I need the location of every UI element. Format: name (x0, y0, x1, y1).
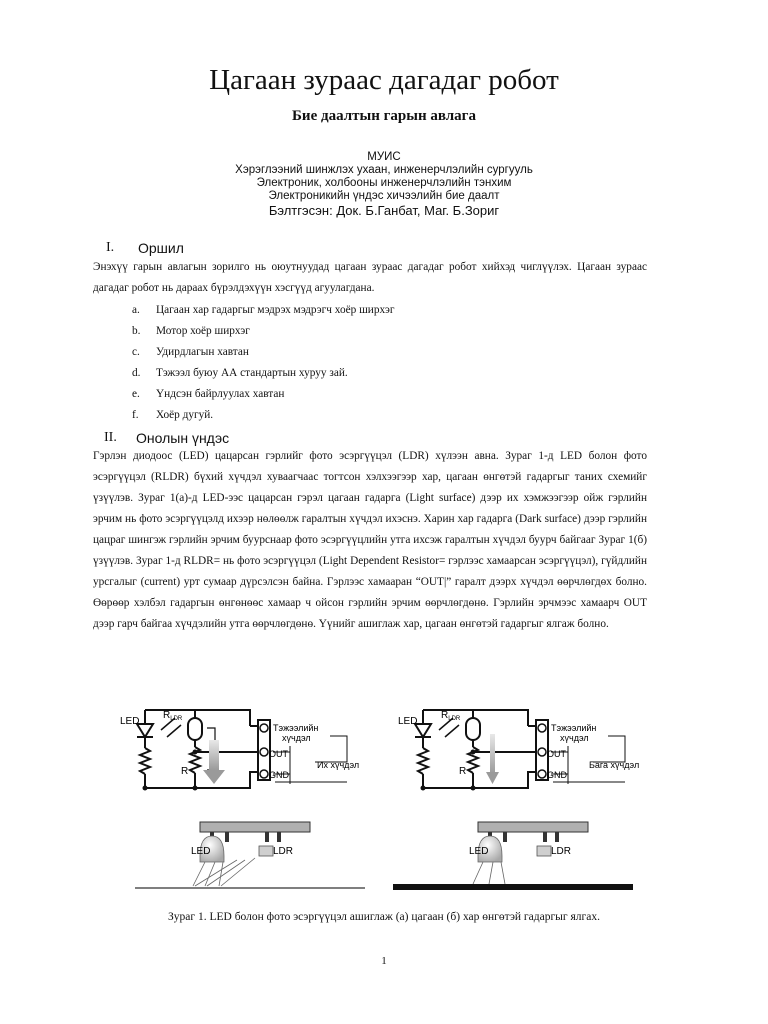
rldr-label (441, 710, 461, 722)
terminal-icon (538, 770, 546, 778)
current-arrow-icon (209, 740, 219, 770)
ldr-bottom-label: LDR (551, 846, 572, 857)
list-item-text: Хоёр дугуй. (156, 409, 214, 421)
list-marker: c. (132, 346, 140, 358)
terminal-icon (260, 748, 268, 756)
led-bottom-label: LED (469, 846, 489, 857)
panel-b-dark-surface (393, 710, 639, 890)
supply-label-line2: хүчдэл (560, 733, 589, 743)
rldr-symbol-text: R (163, 710, 171, 721)
current-arrow-head-icon (486, 772, 499, 784)
list-marker: e. (132, 388, 140, 400)
ldr-symbol (188, 718, 202, 740)
document-title: Цагаан зураас дагадаг робот (209, 64, 559, 96)
led-label: LED (398, 716, 418, 727)
list-marker: b. (132, 325, 141, 337)
section-number: II. (104, 430, 117, 445)
circuit-a (137, 710, 270, 788)
terminal-icon (260, 724, 268, 732)
out-label: OUT (269, 749, 288, 759)
resistor-label: R (459, 766, 467, 777)
ldr-symbol (466, 718, 480, 740)
introduction-paragraph: Энэхүү гарын авлагын зорилго нь оюутнуудад цагаан зураас дагадаг робот хийхэд чиглүүлэх. Цагаан зураас дагадаг робот нь дараах бүрэлдэхүүн хэсгүүд агуулагдана. (93, 261, 647, 294)
voltage-label-low: Бага хүчдэл (589, 760, 640, 770)
resistor-label: R (181, 766, 189, 777)
ldr-bottom-label: LDR (273, 846, 294, 857)
list-marker: a. (132, 304, 140, 316)
list-item-text: Цагаан хар гадаргыг мэдрэх мэдрэгч хоёр ширхэг (156, 304, 395, 316)
led-bottom-label: LED (191, 846, 211, 857)
supply-label-line1: Тэжээлийн (551, 723, 597, 733)
terminal-icon (260, 770, 268, 778)
gnd-label: GND (269, 770, 289, 780)
circuit-b (415, 710, 548, 788)
current-arrow-icon (490, 734, 495, 774)
voltage-label-high: Их хүчдэл (317, 760, 360, 770)
list-item-text: Үндсэн байрлуулах хавтан (156, 388, 285, 400)
list-item-text: Мотор хоёр ширхэг (156, 325, 250, 337)
figure-caption: Зураг 1. LED болон фото эсэргүүцэл ашиглаж (а) цагаан (б) хар өнгөтэй гадаргыг ялгах. (168, 911, 600, 923)
affiliation-course: Электроникийн үндэс хичээлийн бие даалт (268, 190, 500, 202)
section-title: Оршил (138, 240, 184, 256)
affiliation-department: Электроник, холбооны инженерчлэлийн тэнхим (256, 177, 512, 189)
rldr-subscript: LDR (448, 716, 461, 722)
ldr-sensor-icon (259, 846, 273, 856)
affiliation-school: Хэрэглээний шинжлэх ухаан, инженерчлэлийн сургууль (235, 164, 533, 176)
list-marker: d. (132, 367, 141, 379)
supply-label-line2: хүчдэл (282, 733, 311, 743)
supply-label-line1: Тэжээлийн (273, 723, 319, 733)
figure-led-ldr-circuit (115, 700, 655, 900)
gnd-label: GND (547, 770, 567, 780)
theory-paragraph: Гэрлэн диодоос (LED) цацарсан гэрлийг фото эсэргүүцэл (LDR) хүлээн авна. Зураг 1-д LED болон фото эсэргүүцэл (RLDR) бүхий хүчдэл хуваагчаас тогтсон хэлхээгээр хар, цагаан өнгөтэй гадаргыг таних схемийг үзүүлэв. Зураг 1(а)-д LED-ээс цацарсан гэрэл цагаан гадарга (Light surface) дээр их хэмжээгээр ойж гэрлийн эрчим нь фото эсэргүүцэлд ихээр нөлөөлж гаралтын хүчдэл ихэснэ. Харин хар гадарга (Dark surface) дээр гэрлийн цацраг шингэж гэрлийн эрчим буурснаар фото эсэргүүцлийн утга ихсэж гаралтын хүчдэл буурч байгааг Зураг 1(б) үзүүлэв. Зураг 1-д RLDR= нь фото эсэргүүцэл (Light Dependent Resistor= гэрлээс хамаарсан эсэргүүцэл), гүйдлийн урсгалыг (current) урт сумаар дүрсэлсэн байна. Гэрлээс хамааран “OUT|” гаралт дээрх хүчдэл өөрчлөгдөх болно. Өөрөөр хэлбэл гадаргын өнгөнөөс хамаар ч ойсон гэрлийн эрчим өөрчлөгдөнө. Гэрлийн эрчмээс хамаарч OUT дээр гарч байгаа хүчдэлийн утга өөрчлөгдөнө. Үүнийг ашиглаж хар, цагаан өнгөтэй гадаргыг ялгаж болно. (93, 450, 647, 630)
affiliation-university: МУИС (367, 151, 401, 163)
sensor-board-b (393, 822, 633, 890)
section-title: Онолын үндэс (136, 430, 230, 446)
terminal-icon (538, 724, 546, 732)
list-item-text: Удирдлагын хавтан (156, 346, 249, 358)
document-subtitle: Бие даалтын гарын авлага (292, 108, 476, 124)
panel-a-white-surface (120, 710, 365, 888)
rldr-symbol-text: R (441, 710, 449, 721)
resistor-symbol (140, 748, 150, 774)
ldr-sensor-icon (537, 846, 551, 856)
page-number: 1 (381, 955, 387, 967)
sensor-board-a (135, 822, 365, 888)
rldr-subscript: LDR (170, 716, 183, 722)
authors-line: Бэлтгэсэн: Док. Б.Ганбат, Маг. Б.Зориг (268, 203, 500, 218)
dark-surface-bar (393, 884, 633, 890)
list-marker: f. (132, 409, 139, 421)
resistor-symbol (418, 748, 428, 774)
list-item-text: Тэжээл буюу АА стандартын хуруу зай. (156, 367, 348, 379)
out-label: OUT (547, 749, 566, 759)
section-number: I. (106, 240, 115, 255)
rldr-label (163, 710, 183, 722)
current-arrow-head-icon (203, 770, 225, 784)
led-label: LED (120, 716, 140, 727)
terminal-icon (538, 748, 546, 756)
